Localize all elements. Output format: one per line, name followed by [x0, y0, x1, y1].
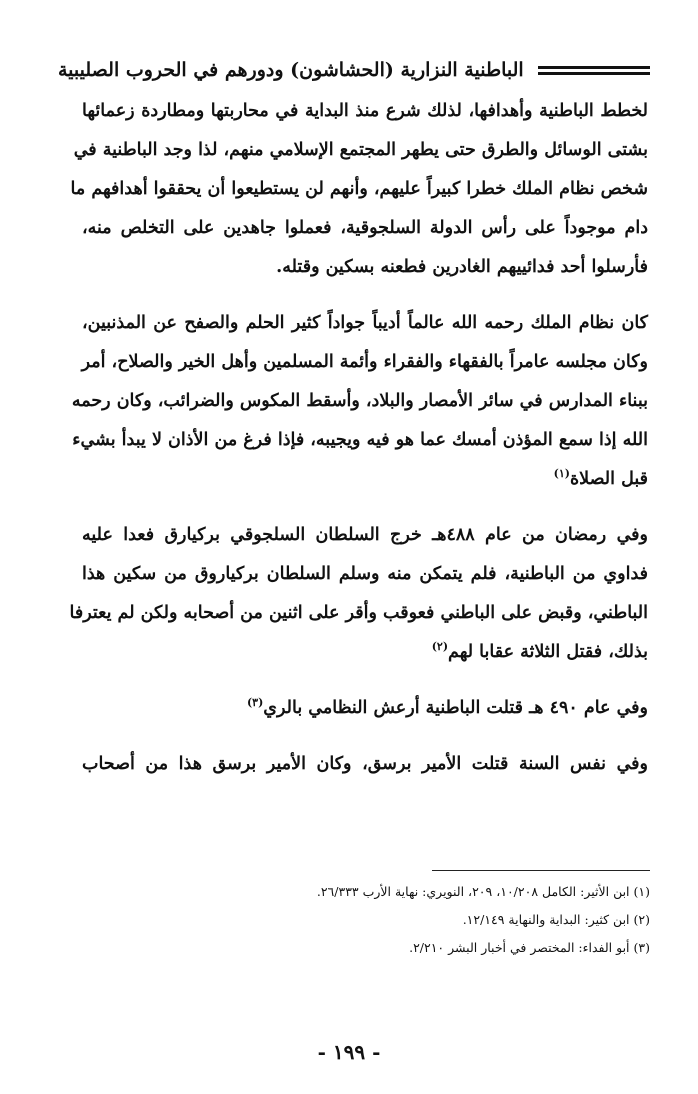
text-line: الباطني، وقبض على الباطني فعوقب وأقر على اثنين من أصحابه ولكن لم يعترفا: [69, 603, 648, 623]
footnote-marker: (٢): [431, 640, 449, 654]
text-line: بشتى الوسائل والطرق حتى يطهر المجتمع الإسلامي منهم، لذا وجد الباطنية في: [73, 140, 648, 160]
paragraph: [71, 304, 648, 499]
paragraph: [82, 745, 648, 784]
text-line: كان نظام الملك رحمه الله عالماً أديباً جواداً كثير الحلم والصفح عن المذنبين،: [82, 313, 648, 333]
text-line: قبل الصلاة: [570, 469, 648, 489]
footnote: (٣) أبو الفداء: المختصر في أخبار البشر ٢/٢١٠.: [409, 940, 650, 955]
text-line-with-note: [82, 633, 648, 672]
text-line: وفي رمضان من عام ٤٨٨هـ خرج السلطان السلجوقي بركيارق فعدا عليه: [82, 525, 648, 545]
body-text: [69, 92, 648, 801]
text-line: شخص نظام الملك خطرا كبيراً عليهم، وأنهم لن يستطيعوا أن يحققوا أهدافهم ما: [70, 179, 648, 199]
text-line: ببناء المدارس في سائر الأمصار والبلاد، وأسقط المكوس والضرائب، وكان رحمه: [71, 391, 648, 411]
running-head: [58, 52, 650, 88]
running-head-title: الباطنية النزارية (الحشاشون) ودورهم في الحروب الصليبية: [58, 59, 524, 81]
footnote-marker: (٣): [246, 696, 264, 710]
footnote-marker: (١): [553, 467, 571, 481]
paragraph: [70, 92, 648, 287]
text-line: وكان مجلسه عامراً بالفقهاء والفقراء وأئمة المسلمين وأهل الخير والصلاح، أمر: [81, 352, 648, 372]
footnotes: [200, 878, 650, 962]
text-line: الله إذا سمع المؤذن أمسك عما هو فيه ويجيبه، فإذا فرغ من الأذان لا يبدأ بشيء: [72, 430, 648, 450]
running-head-rule: [538, 66, 650, 75]
text-line: بذلك، فقتل الثلاثة عقابا لهم: [448, 642, 648, 662]
paragraph: [69, 516, 648, 672]
paragraph: [82, 689, 648, 728]
text-line: وفي عام ٤٩٠ هـ قتلت الباطنية أرعش النظامي بالري: [263, 698, 648, 718]
text-line: لخطط الباطنية وأهدافها، لذلك شرع منذ البداية في محاربتها ومطاردة زعمائها: [82, 101, 648, 121]
text-line: وفي نفس السنة قتلت الأمير برسق، وكان الأمير برسق هذا من أصحاب: [82, 754, 648, 774]
text-line: فداوي من الباطنية، فلم يتمكن منه وسلم السلطان بركياروق من سكين هذا: [82, 564, 648, 584]
footnote: (٢) ابن كثير: البداية والنهاية ١٢/١٤٩.: [462, 912, 650, 927]
footnote-separator: [432, 870, 650, 871]
text-line: فأرسلوا أحد فدائييهم الغادرين فطعنه بسكين وقتله.: [276, 257, 648, 277]
text-line-with-note: [82, 460, 648, 499]
footnote: (١) ابن الأثير: الكامل ١٠/٢٠٨، ٢٠٩، النويري: نهاية الأرب ٢٦/٣٣٣.: [316, 884, 650, 899]
text-line-with-note: [82, 689, 648, 728]
page-number: - ١٩٩ -: [317, 1040, 381, 1064]
text-line: دام موجوداً على رأس الدولة السلجوقية، فعملوا جاهدين على التخلص منه،: [82, 218, 648, 238]
